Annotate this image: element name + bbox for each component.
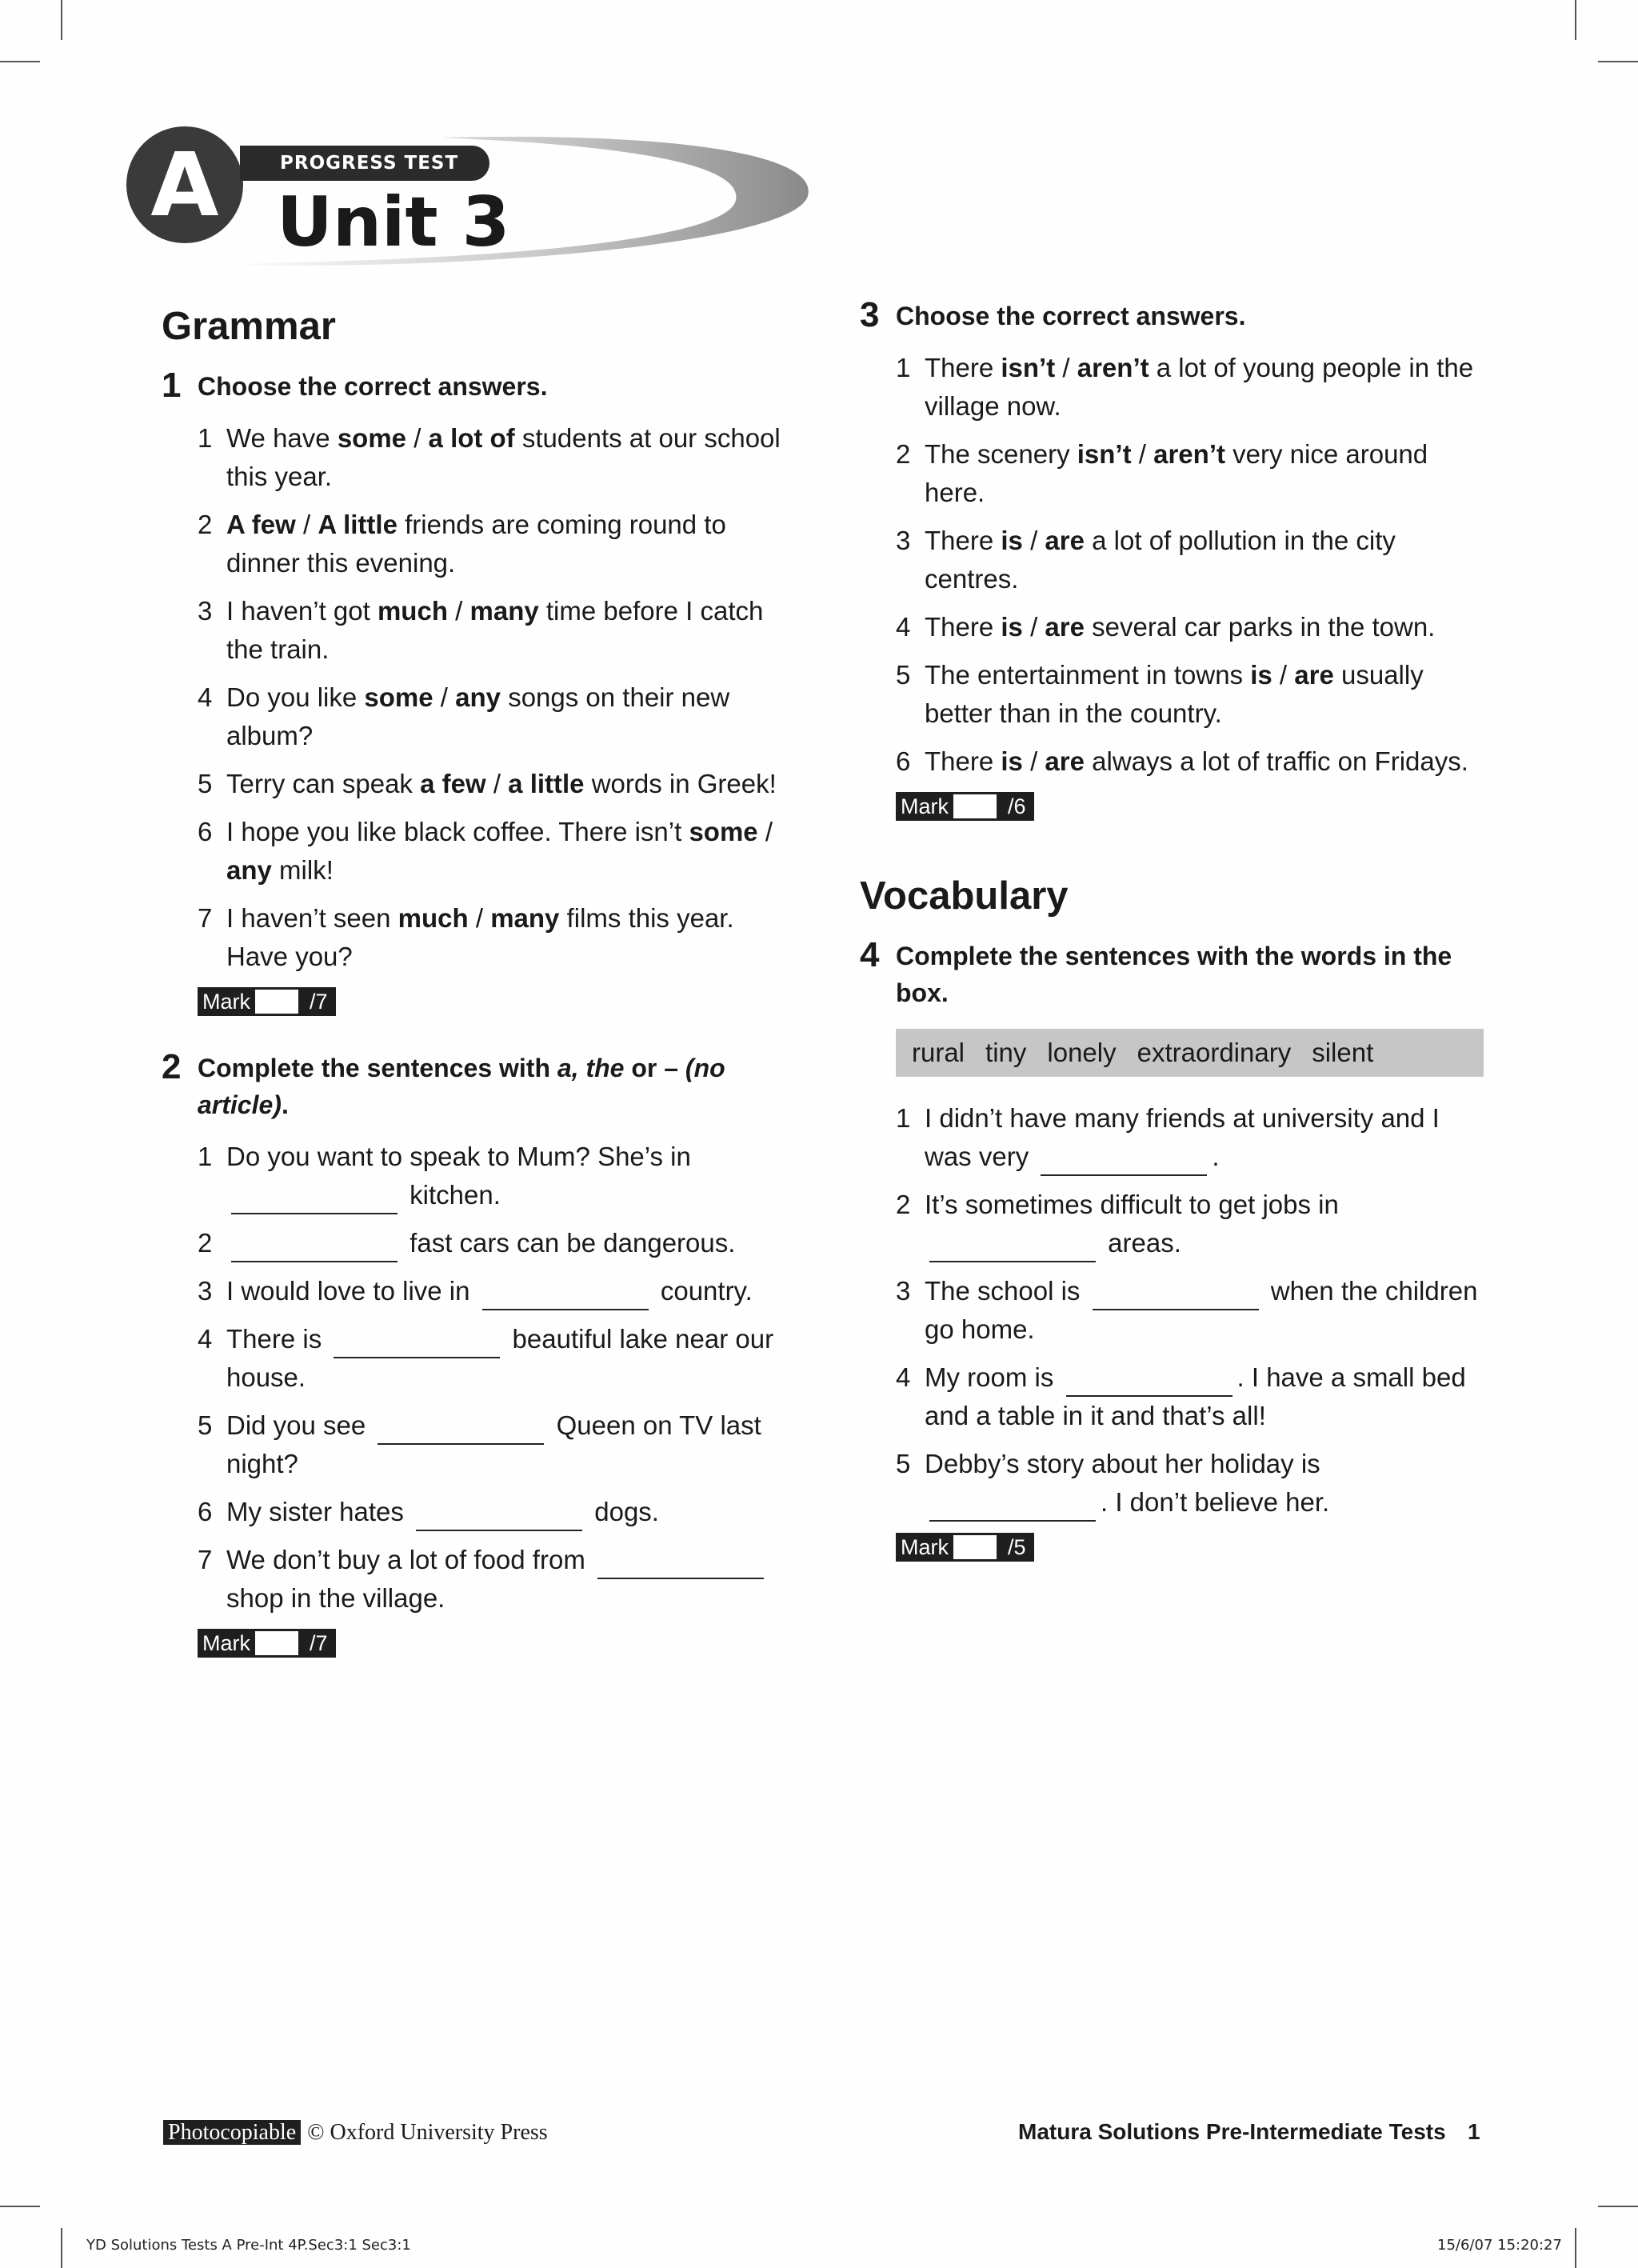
item-number: 3 [198,596,213,626]
page-title: Unit 3 [277,182,510,262]
exercise-instruction: Complete the sentences with a, the or – (no article). [198,1054,725,1119]
item-text: I didn’t have many friends at university and I was very . [925,1103,1440,1171]
list-item [198,592,793,669]
list-item [896,349,1484,426]
item-text: I hope you like black coffee. There isn’t some / any milk! [226,817,773,885]
item-text: Did you see Queen on TV last night? [226,1410,761,1478]
item-text: fast cars can be dangerous. [226,1228,735,1258]
answer-blank[interactable] [334,1325,500,1358]
list-item [896,1186,1484,1262]
item-text: We don’t buy a lot of food from shop in the village. [226,1545,769,1613]
exercise-4 [860,935,1484,1562]
list-item [896,1272,1484,1349]
item-number: 2 [198,1228,213,1258]
list-item [896,435,1484,512]
item-number: 1 [198,423,213,453]
exercise-2 [162,1047,793,1658]
photocopiable-label: Photocopiable [163,2120,301,2145]
mark-score-field[interactable] [953,1533,997,1562]
answer-blank[interactable] [1093,1277,1259,1310]
mark-box [198,987,793,1016]
answer-blank[interactable] [378,1411,544,1445]
item-list [198,1138,793,1618]
crop-mark [0,2206,40,2207]
left-column [162,296,793,1658]
list-item [896,656,1484,733]
answer-blank[interactable] [929,1229,1096,1262]
mark-total: /7 [298,1629,336,1658]
item-text: Do you like some / any songs on their new album? [226,682,730,750]
mark-total: /5 [997,1533,1034,1562]
mark-total: /6 [997,792,1034,821]
list-item [198,1224,793,1262]
exercise-1 [162,368,793,1016]
item-list [198,419,793,976]
item-text: There is beautiful lake near our house. [226,1324,774,1392]
mark-score-field[interactable] [255,1629,298,1658]
exercise-3 [860,295,1484,821]
item-text: There isn’t / aren’t a lot of young people in the village now. [925,353,1474,421]
word-box-item: extraordinary [1137,1038,1292,1067]
item-number: 4 [896,1362,911,1392]
item-number: 5 [896,660,911,690]
list-item [198,506,793,582]
progress-test-label: PROGRESS TEST [240,146,489,181]
list-item [896,1358,1484,1435]
list-item [198,899,793,976]
slug-left: YD Solutions Tests A Pre-Int 4P.Sec3:1 Sec3:1 [86,2237,411,2254]
item-text: Debby’s story about her holiday is . I don’t believe her. [925,1449,1329,1517]
answer-blank[interactable] [597,1546,764,1579]
crop-mark [1575,2228,1576,2268]
mark-label: Mark [198,1629,255,1658]
item-text: There is / are a lot of pollution in the city centres. [925,526,1396,594]
item-number: 3 [198,1276,213,1306]
vocabulary-heading: Vocabulary [860,874,1069,918]
mark-score-field[interactable] [255,987,298,1016]
list-item [198,1320,793,1397]
item-number: 1 [896,1103,911,1133]
list-item [896,1445,1484,1522]
list-item [896,522,1484,598]
mark-box [198,1629,793,1658]
answer-blank[interactable] [929,1488,1096,1522]
mark-label: Mark [896,1533,953,1562]
item-text: Do you want to speak to Mum? She’s in kitchen. [226,1142,691,1210]
answer-blank[interactable] [231,1229,398,1262]
item-number: 5 [198,1410,213,1440]
exercise-instruction: Choose the correct answers. [896,302,1246,330]
crop-mark [1598,61,1638,62]
item-number: 3 [896,526,911,555]
item-number: 5 [198,769,213,798]
item-text: I haven’t seen much / many films this year. Have you? [226,903,734,971]
word-box-item: tiny [985,1038,1027,1067]
list-item [198,813,793,890]
list-item [198,765,793,803]
copyright: © Oxford University Press [307,2120,548,2145]
item-list [896,349,1484,781]
item-text: There is / are always a lot of traffic on Fridays. [925,746,1468,776]
slug-right: 15/6/07 15:20:27 [1437,2237,1562,2254]
word-box-item: rural [912,1038,965,1067]
exercise-instruction: Complete the sentences with the words in the box. [896,942,1452,1007]
crop-mark [0,61,40,62]
mark-box [896,792,1484,821]
list-item [198,1541,793,1618]
item-text: I would love to live in country. [226,1276,753,1306]
crop-mark [61,2228,62,2268]
progress-badge: A [126,126,243,243]
footer-book-title: Matura Solutions Pre-Intermediate Tests [1018,2119,1446,2144]
crop-mark [61,0,62,40]
list-item [198,1493,793,1531]
item-text: There is / are several car parks in the town. [925,612,1436,642]
list-item [896,1099,1484,1176]
item-number: 5 [896,1449,911,1478]
item-text: My sister hates dogs. [226,1497,659,1526]
list-item [896,742,1484,781]
item-number: 6 [198,817,213,846]
item-number: 2 [198,510,213,539]
item-number: 7 [198,1545,213,1574]
item-number: 4 [896,612,911,642]
list-item [198,678,793,755]
item-text: I haven’t got much / many time before I catch the train. [226,596,764,664]
answer-blank[interactable] [1041,1142,1207,1176]
exercise-number: 4 [860,935,880,974]
mark-total: /7 [298,987,336,1016]
list-item [198,419,793,496]
item-text: The scenery isn’t / aren’t very nice around here. [925,439,1428,507]
item-text: We have some / a lot of students at our school this year. [226,423,781,491]
word-box-item: lonely [1047,1038,1117,1067]
list-item [198,1138,793,1214]
answer-blank[interactable] [482,1277,649,1310]
crop-mark [1575,0,1576,40]
item-text: A few / A little friends are coming round to dinner this evening. [226,510,726,578]
mark-label: Mark [198,987,255,1016]
item-number: 7 [198,903,213,933]
exercise-number: 1 [162,366,182,405]
item-list [896,1099,1484,1522]
word-box [896,1029,1484,1077]
crop-mark [1598,2206,1638,2207]
item-text: Terry can speak a few / a little words in Greek! [226,769,777,798]
item-number: 2 [896,439,911,469]
grammar-heading: Grammar [162,305,336,348]
item-text: The entertainment in towns is / are usually better than in the country. [925,660,1424,728]
mark-box [896,1533,1484,1562]
list-item [198,1406,793,1483]
list-item [896,608,1484,646]
item-number: 3 [896,1276,911,1306]
page-number: 1 [1468,2119,1480,2144]
item-number: 6 [198,1497,213,1526]
mark-label: Mark [896,792,953,821]
item-text: The school is when the children go home. [925,1276,1478,1344]
answer-blank[interactable] [231,1181,398,1214]
answer-blank[interactable] [416,1498,582,1531]
exercise-number: 2 [162,1047,182,1086]
item-text: My room is . I have a small bed and a table in it and that’s all! [925,1362,1466,1430]
item-number: 1 [896,353,911,382]
exercise-number: 3 [860,295,880,334]
answer-blank[interactable] [1066,1363,1232,1397]
item-number: 4 [198,1324,213,1354]
item-text: It’s sometimes difficult to get jobs in areas. [925,1190,1339,1258]
item-number: 4 [198,682,213,712]
footer-left [163,2117,548,2148]
list-item [198,1272,793,1310]
item-number: 1 [198,1142,213,1171]
item-number: 2 [896,1190,911,1219]
mark-score-field[interactable] [953,792,997,821]
item-number: 6 [896,746,911,776]
word-box-item: silent [1312,1038,1374,1067]
right-column [860,296,1484,1562]
exercise-instruction: Choose the correct answers. [198,372,548,401]
